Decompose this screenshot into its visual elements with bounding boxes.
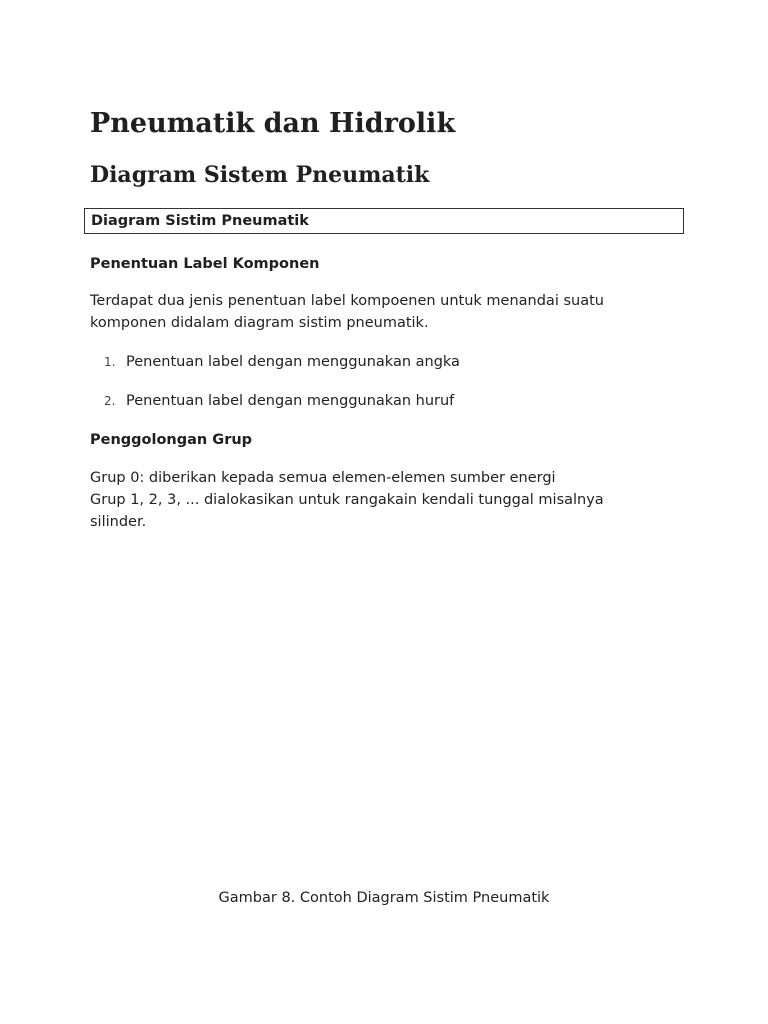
paragraph-line: Grup 1, 2, 3, ... dialokasikan untuk rangakain kendali tunggal misalnya	[90, 492, 604, 508]
list-item-text: Penentuan label dengan menggunakan huruf	[126, 393, 455, 409]
paragraph-penggolongan-grup	[90, 467, 650, 533]
document-subtitle: Diagram Sistem Pneumatik	[90, 162, 430, 188]
paragraph-label-komponen	[90, 290, 650, 334]
list-item-number: 2.	[104, 394, 116, 408]
paragraph-line: Terdapat dua jenis penentuan label kompoenen untuk menandai suatu	[90, 293, 604, 309]
list-item-text: Penentuan label dengan menggunakan angka	[126, 354, 460, 370]
boxed-section-heading-text: Diagram Sistim Pneumatik	[91, 213, 309, 229]
boxed-section-heading	[84, 208, 684, 234]
paragraph-line: komponen didalam diagram sistim pneumatik.	[90, 315, 429, 331]
section-heading-penggolongan-grup: Penggolongan Grup	[90, 432, 253, 448]
section-heading-label-komponen: Penentuan Label Komponen	[90, 256, 320, 272]
figure-caption: Gambar 8. Contoh Diagram Sistim Pneumatik	[218, 890, 550, 906]
document-title: Pneumatik dan Hidrolik	[90, 108, 456, 139]
list-item	[104, 352, 664, 372]
paragraph-line: silinder.	[90, 514, 147, 530]
list-item-number: 1.	[104, 355, 116, 369]
paragraph-line: Grup 0: diberikan kepada semua elemen-elemen sumber energi	[90, 470, 556, 486]
list-item	[104, 391, 664, 411]
